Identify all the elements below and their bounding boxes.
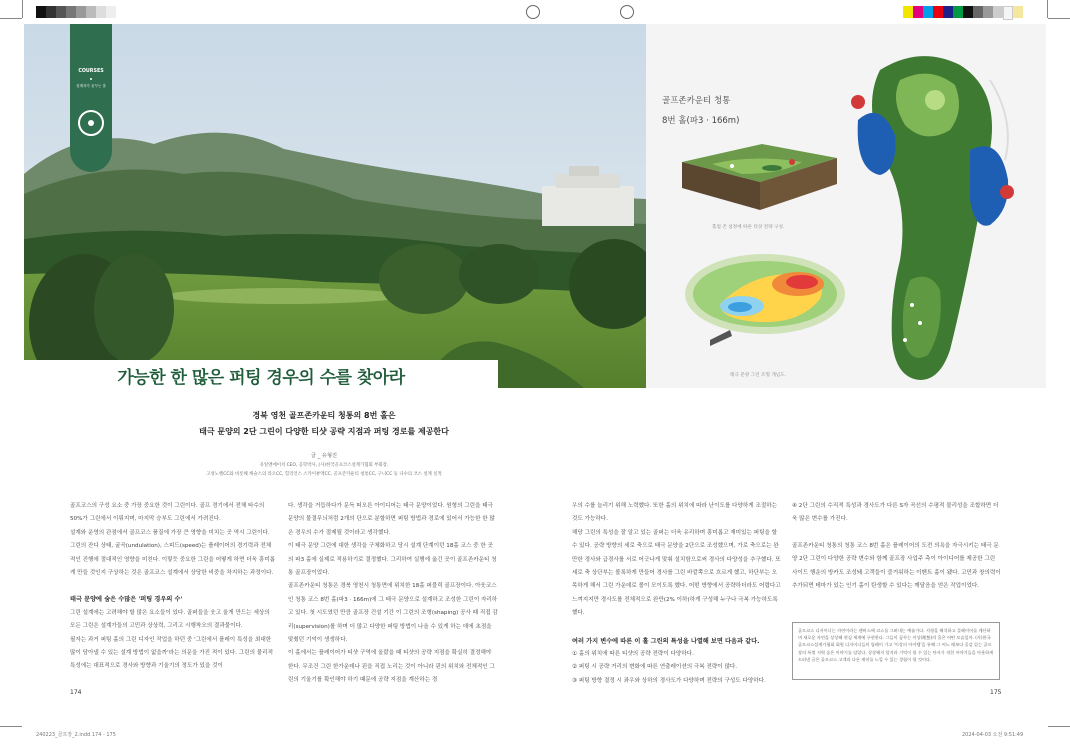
crop-mark [1048,726,1070,727]
col1-paragraph: 필자는 과거 퍼팅 홀의 그린 디자인 작업을 하던 중 '그린에서 플레이 특성을 최대한 많이 담아낼 수 있는 설계 방법이 없을까'라는 의문을 가진 적이 있다. 그린의 물리적 특성에는 대표적으로 경사와 방향과 기울기의 정도가 있을 것이 [70,636,273,670]
author-works: 고성노벨CC와 비롯해 캐슬스의 라오CC, 힐리언스 스카이뷰엑CC, 골프존카운티 청통CC, 구니CC 등 다수의 코스 설계 실적 [206,472,442,477]
hole-layout-illustration [840,40,1020,390]
terrain-3d-model [672,140,842,216]
col2-paragraph: 이 태극 문양 그린에 대한 생각을 구체화하고 당시 설계 단계이던 18홀 코스 중 한 곳의 파3 홀에 실제로 적용하기로 결정했다. 그리하여 실행에 옮긴 곳이 골프존카운티 청통 골프장이었다. [288,543,497,577]
col3-list-item: ② 퍼팅 시 공략 거리의 변화에 따른 연출레이션의 극복 전략이 많다. [572,664,738,671]
column-4 [792,500,1002,593]
crop-mark [0,18,22,19]
col3-list-item: ③ 퍼팅 방향 결정 시 좌우와 상하의 경사도가 다양하며 전략의 구성도 다양하다. [572,677,766,684]
caption-green: 태극 문양 그린 조형 개념도. [730,373,787,378]
col1-paragraph: 설계와 운영의 관점에서 골프코스 품질에 가장 큰 영향을 미치는 곳 역시 그린이다. 그린의 잔디 상태, 굴곡(undulation), 스피드(speed)는 플레이어의 경기력과 전체적인 진행에 절대적인 영향을 미친다. 이렇듯 중요한 그린을 어떻게 하면 더욱 흥미롭게 만들 것인지 구상하는 것은 골프코스 설계에서 상당한 비중을 차지하는 과정이다. [70,529,276,577]
registration-mark [526,5,540,19]
col2-paragraph: 골프존카운티 청통은 경북 영천시 청통면에 위치한 18홀 퍼블릭 골프장이다. 아웃코스인 청통 코스 8번 홀(파3 · 166m)에 그 태극 문양으로 설계하고 조성한 그린이 자리하고 있다. 첫 시도였던 만큼 골프장 건설 기간 이 그린의 조형(shaping) 공사 때 직접 감리(supervision)를 하며 더 많고 다양한 퍼팅 방법이 나올 수 있게 하는 데에 초점을 맞췄던 기억이 생생하다. [288,583,498,644]
badge-ring-icon [78,110,104,136]
author-byline: 글 _ 유형진 [311,453,337,459]
crop-mark [1048,18,1070,19]
col2-paragraph: 이 홀에서는 플레이어가 티샷 구역에 올랐을 때 티샷의 공략 지점을 확실히 결정해야 한다. 무조건 그린 한가운데나 핀을 직접 노리는 것이 아니라 핀의 위치와 전체적인 그린의 기울기를 확인해야 하기 때문에 공략 지점을 계산하는 경 [288,650,495,684]
badge-dot [90,78,92,80]
column-2 [288,500,498,688]
feature-subtitle-2: 태극 문양의 2단 그린이 다양한 티샷 공략 지점과 퍼팅 경로를 제공한다 [199,427,449,436]
caption-3d: 홀컵 존 설정에 따른 티샷 전략 구성. [712,225,785,230]
diagram-course-name: 골프존카운티 청통 [662,96,731,106]
col1-paragraph: 그린 설계에는 고려해야 할 많은 요소들이 있다. 골퍼들을 웃고 울게 만드는 세상의 모든 그린은 설계가들의 고민과 상상력, 그리고 시행착오의 결과물이다. [70,609,270,630]
col1-paragraph: 골프코스의 구성 요소 중 가장 중요한 것이 그린이다. 골프 경기에서 전체 타수의 50%가 그린에서 이뤄지며, 마지막 승부도 그린에서 가려진다. [70,503,265,523]
column-3 [572,500,782,688]
col1-heading: 태극 문양에 숨은 수많은 '퍼팅 경우의 수' [70,596,183,604]
feature-title: 가능한 한 많은 퍼팅 경우의 수를 찾아라 [117,368,405,388]
col3-box-heading: 여러 가지 변수에 따른 이 홀 그린의 특성을 나열해 보면 다음과 같다. [572,637,760,645]
badge-subtitle: 설계자가 꿈꾸는 홀 [75,84,107,88]
registration-mark [620,5,634,19]
column-1 [70,500,276,674]
series-note-text: 골프코스 디자이너는 자연이라는 캔버스에 코스를 그려내는 예술가다. 지형을 해석하고 플레이어를 계산하며 새로운 자연을 상상해 현실 세계에 구현한다. 그들이 꿈꾸는 이상(理想)의 홀은 어떤 모습일까. (사)한국골프코스설계가협회 회원 디자이너들의 릴레이 기고 '이상의 아이템'을 통해 그 어느 때보다 공감 있는 골프장의 특별 지역 숨은 이야기를 담았다. 상상해지 할지라 기억이 될 수 있는 단서가 적힌 이야기들을 아웃하게 드러낸 글은 골프코스 고객과 다른 재미를 느낄 수 있는 경험이 될 것이다. [798,628,994,662]
green-contour-diagram [680,244,850,358]
badge-courses-label: COURSES [78,69,104,74]
courses-badge [70,24,112,172]
footer-timestamp: 2024-04-03 오전 9:51:49 [962,732,1024,738]
crop-mark [1047,0,1048,18]
feature-subtitle-1: 경북 영천 골프존카운티 청통의 8번 홀은 [252,411,396,420]
series-note-box [792,622,1000,680]
page-number-left: 174 [70,689,82,696]
diagram-hole-info: 8번 홀(파3 · 166m) [662,116,740,126]
crop-mark [0,726,22,727]
col4-paragraph: 골프존카운티 청통의 청통 코스 8번 홀은 플레이어의 도전 의욕을 자극시키는 태극 문양 2단 그린이 다양한 공략 변수와 함께 골프장 사업주 측이 아이디어를 제공한 그린 사이드 행운의 방카도 조성돼 고객들이 즐거워하는 이벤트 홀이 됐다. 고민과 창의력이 추가되면 테마가 있는 인기 홀이 탄생할 수 있다는 깨달음을 얻은 작업이었다. [792,542,1001,590]
col3-paragraph: 우의 수를 늘리기 위해 노력했다. 또한 홀의 위치에 따라 난이도를 다양하게 조절하는 것도 가능하다. [572,503,778,523]
col3-paragraph: 해당 그린의 특성을 잘 알고 있는 골퍼는 더욱 유리하며 흥미롭고 재미있는 퍼팅을 할 수 있다. 공략 방향의 세로 축으로 태극 문양을 2단으로 조성했으며, 가로 축으로는 완만한 경사와 급경사를 서로 어긋나게 맞춰 설치함으로써 경사의 다양성을 추구했다. 또 세로 축 상단부는 볼록하게 만들어 경사를 그린 바깥쪽으로 흐르게 했고, 하단부는 오목하게 해서 그린 가운데로 볼이 모이도록 했다. 어떤 방향에서 공략하더라도 어렵다고 느껴지지만 경사도를 전체적으로 완만(2% 이하)하게 구성해 누구나 극복 가능하도록 했다. [572,529,781,617]
author-role: 유알엔에이치 CEO, 공학박사, (사)한국골프코스설계가협회 부회장. [259,463,389,468]
col4-paragraph: ④ 2단 그린의 수직적 특성과 경사도가 다른 S자 곡선의 수평적 물리성을 조합하면 더욱 많은 변수를 가진다. [792,503,999,523]
crop-mark [22,0,23,18]
golf-course-photo [24,24,646,388]
col2-paragraph: 다. 생각을 거듭하다가 문득 떠오른 아이디어는 태극 문양이었다. 원형의 그린을 태극 문양의 물결무늬처럼 2개의 단으로 분할하면 퍼팅 방법과 경로에 있어서 가능한 한 많은 경우의 수가 절제될 것이라고 생각했다. [288,503,495,536]
col3-list-item: ① 홀의 위치에 따른 티샷의 공략 전략이 다양하다. [572,651,694,658]
footer-file-info: 240223_골프장_2.indd 174 - 175 [36,732,116,738]
page-number-right: 175 [990,689,1002,696]
